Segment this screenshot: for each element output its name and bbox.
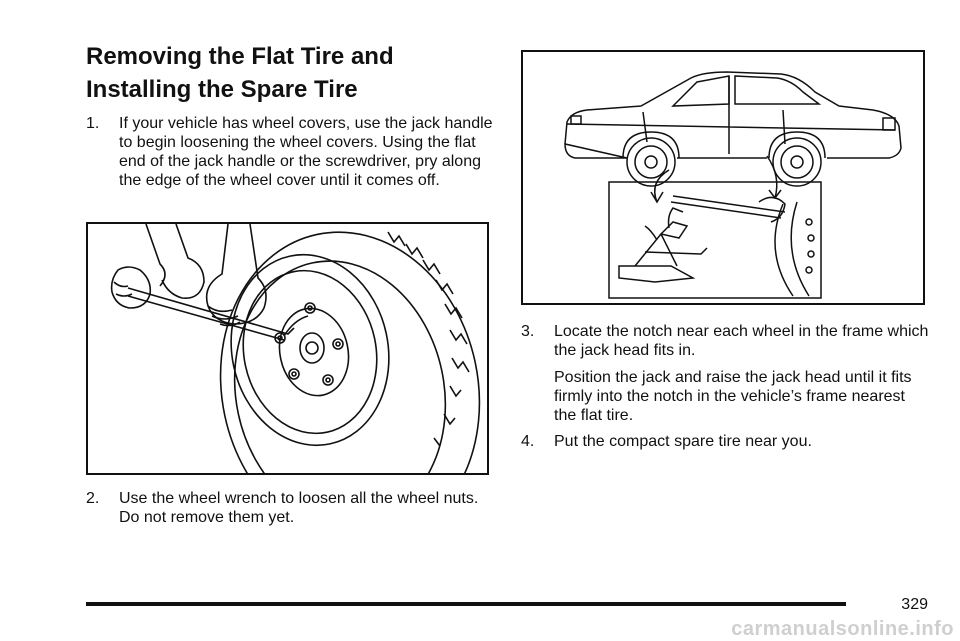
- wheel-cover-drawing: [88, 224, 487, 473]
- step-3-note: Position the jack and raise the jack head until it fits firmly into the notch in the vehicle’s frame nearest the flat tire.: [554, 369, 912, 424]
- step-number: 2.: [86, 490, 100, 507]
- step-3: [521, 322, 931, 360]
- step-number: 3.: [521, 323, 535, 340]
- heading-line-1: Removing the Flat Tire and: [86, 43, 394, 70]
- step-number: 1.: [86, 115, 100, 132]
- section-heading: [86, 40, 506, 106]
- step-number: 4.: [521, 433, 535, 450]
- step-text: Put the compact spare tire near you.: [554, 433, 812, 450]
- step-2: [86, 489, 496, 527]
- heading-line-2: Installing the Spare Tire: [86, 76, 358, 103]
- step-1: [86, 114, 496, 190]
- footer-rule: [86, 602, 846, 606]
- wheel-cover-illustration: [86, 222, 489, 475]
- step-text: Use the wheel wrench to loosen all the wheel nuts. Do not remove them yet.: [119, 490, 479, 526]
- step-4: [521, 432, 931, 451]
- page-number: 329: [901, 596, 928, 613]
- step-text: If your vehicle has wheel covers, use the jack handle to begin loosening the wheel covers. Using the flat end of the jack handle or the screwdriver, pry along the edge of the wheel cover until it comes off.: [119, 115, 493, 189]
- step-text: Locate the notch near each wheel in the frame which the jack head fits in.: [554, 323, 929, 359]
- watermark: carmanualsonline.info: [731, 618, 954, 640]
- jack-position-illustration: [521, 50, 925, 305]
- car-jack-drawing: [523, 52, 923, 303]
